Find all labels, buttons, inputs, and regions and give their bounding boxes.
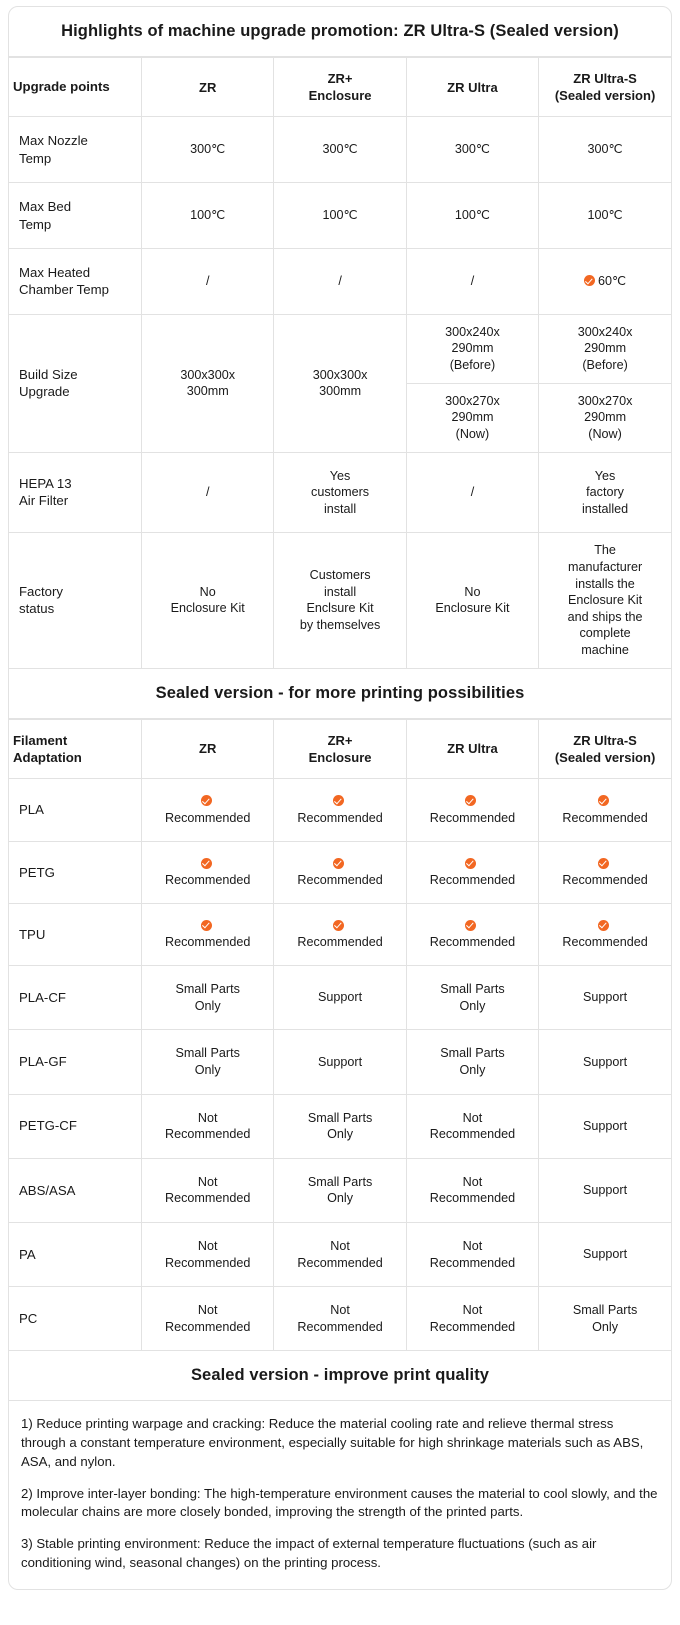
cell — [539, 903, 671, 965]
row-label: Factory status — [9, 533, 142, 668]
cell: 300℃ — [274, 117, 406, 183]
row-label: TPU — [9, 903, 142, 965]
table-row-max-chamber-temp — [9, 249, 671, 315]
cell: Not Recommended — [274, 1222, 406, 1286]
note-item: 2) Improve inter-layer bonding: The high-temperature environment causes the material to cool slowly, and the molecular chains are more closely bonded, improving the strength of the printed parts. — [21, 1485, 658, 1520]
table-header-row — [9, 58, 671, 117]
row-label: Max Bed Temp — [9, 183, 142, 249]
cell: Not Recommended — [142, 1287, 274, 1351]
header-cell-zr: ZR — [142, 719, 274, 779]
cell: Not Recommended — [406, 1094, 538, 1158]
check-icon — [465, 858, 476, 869]
cell — [406, 903, 538, 965]
table-row-pc — [9, 1287, 671, 1351]
check-icon — [201, 795, 212, 806]
cell: / — [142, 249, 274, 315]
table-row-max-nozzle-temp — [9, 117, 671, 183]
row-label: PC — [9, 1287, 142, 1351]
check-icon — [598, 920, 609, 931]
table-row-pla-cf — [9, 966, 671, 1030]
table-row-petg — [9, 841, 671, 903]
table-header-row — [9, 719, 671, 779]
cell — [142, 841, 274, 903]
cell: / — [274, 249, 406, 315]
section-title-upgrade: Highlights of machine upgrade promotion: ZR Ultra-S (Sealed version) — [61, 22, 619, 40]
cell: Not Recommended — [142, 1222, 274, 1286]
cell — [406, 779, 538, 841]
cell: Not Recommended — [142, 1158, 274, 1222]
cell-value: Recommended — [164, 934, 251, 949]
check-icon — [584, 275, 595, 286]
row-label: PETG-CF — [9, 1094, 142, 1158]
cell: Small Parts Only — [142, 1030, 274, 1094]
row-label: Build Size Upgrade — [9, 314, 142, 452]
cell: 300x240x 290mm (Before) — [406, 314, 538, 383]
row-label: ABS/ASA — [9, 1158, 142, 1222]
check-icon — [333, 920, 344, 931]
cell: 100℃ — [539, 183, 671, 249]
header-cell-zr-enclosure: ZR+ Enclosure — [274, 719, 406, 779]
header-cell-zr-ultra-s: ZR Ultra-S (Sealed version) — [539, 58, 671, 117]
promo-card — [8, 6, 672, 1590]
cell-value: 60℃ — [597, 274, 627, 289]
header-cell-filament-adaptation: Filament Adaptation — [9, 719, 142, 779]
cell — [274, 779, 406, 841]
cell-value: Recommended — [429, 810, 516, 825]
table-row-build-size-before — [9, 314, 671, 383]
row-label: Max Heated Chamber Temp — [9, 249, 142, 315]
cell: Small Parts Only — [142, 966, 274, 1030]
cell — [142, 779, 274, 841]
notes-section — [9, 1401, 671, 1588]
cell: 300℃ — [539, 117, 671, 183]
check-icon — [598, 858, 609, 869]
table-row-tpu — [9, 903, 671, 965]
cell: / — [142, 452, 274, 533]
check-icon — [465, 795, 476, 806]
cell: 300x270x 290mm (Now) — [539, 383, 671, 452]
cell: Yes customers install — [274, 452, 406, 533]
cell-value: Recommended — [164, 872, 251, 887]
cell: 100℃ — [406, 183, 538, 249]
row-label: Max Nozzle Temp — [9, 117, 142, 183]
check-icon — [465, 920, 476, 931]
header-cell-zr-ultra-s: ZR Ultra-S (Sealed version) — [539, 719, 671, 779]
table-row-hepa-filter — [9, 452, 671, 533]
cell-value: Recommended — [562, 810, 648, 825]
cell: Customers install Enclsure Kit by themselves — [274, 533, 406, 668]
section-title-print-quality: Sealed version - improve print quality — [190, 1366, 490, 1385]
check-icon — [598, 795, 609, 806]
row-label: PA — [9, 1222, 142, 1286]
cell — [539, 841, 671, 903]
cell-chamber-temp — [539, 249, 671, 315]
cell — [142, 903, 274, 965]
header-cell-zr-ultra: ZR Ultra — [406, 719, 538, 779]
cell: Small Parts Only — [274, 1094, 406, 1158]
cell: Small Parts Only — [274, 1158, 406, 1222]
cell: Not Recommended — [406, 1222, 538, 1286]
cell: Small Parts Only — [539, 1287, 671, 1351]
table-row-max-bed-temp — [9, 183, 671, 249]
cell: Not Recommended — [274, 1287, 406, 1351]
row-label: PETG — [9, 841, 142, 903]
cell-value: Recommended — [297, 934, 383, 949]
cell: Support — [539, 1158, 671, 1222]
row-label: PLA-GF — [9, 1030, 142, 1094]
check-icon — [333, 858, 344, 869]
cell — [274, 903, 406, 965]
table-row-pla-gf — [9, 1030, 671, 1094]
table-row-pla — [9, 779, 671, 841]
header-cell-zr-ultra: ZR Ultra — [406, 58, 538, 117]
cell: 100℃ — [142, 183, 274, 249]
cell: Support — [539, 966, 671, 1030]
cell: 300℃ — [142, 117, 274, 183]
cell: 300x270x 290mm (Now) — [406, 383, 538, 452]
cell: Not Recommended — [406, 1158, 538, 1222]
note-item: 3) Stable printing environment: Reduce the impact of external temperature fluctuations (such as air conditioning wind, seasonal changes) on the printing process. — [21, 1536, 597, 1570]
cell — [539, 779, 671, 841]
cell-value: Recommended — [562, 934, 648, 949]
cell: Not Recommended — [142, 1094, 274, 1158]
cell: No Enclosure Kit — [142, 533, 274, 668]
cell: Support — [539, 1030, 671, 1094]
cell: / — [406, 249, 538, 315]
cell: / — [406, 452, 538, 533]
table-row-petg-cf — [9, 1094, 671, 1158]
cell: Not Recommended — [406, 1287, 538, 1351]
cell-value: Recommended — [429, 872, 516, 887]
filament-table — [9, 719, 671, 1351]
cell: Yes factory installed — [539, 452, 671, 533]
cell: 300x300x 300mm — [274, 314, 406, 452]
check-icon — [201, 858, 212, 869]
check-icon — [201, 920, 212, 931]
header-cell-zr-enclosure: ZR+ Enclosure — [274, 58, 406, 117]
cell: Small Parts Only — [406, 1030, 538, 1094]
table-row-abs-asa — [9, 1158, 671, 1222]
cell — [406, 841, 538, 903]
check-icon — [333, 795, 344, 806]
row-label: PLA-CF — [9, 966, 142, 1030]
header-cell-upgrade-points: Upgrade points — [9, 58, 142, 117]
cell: No Enclosure Kit — [406, 533, 538, 668]
cell: 300x240x 290mm (Before) — [539, 314, 671, 383]
cell-value: Recommended — [164, 810, 251, 825]
cell: 100℃ — [274, 183, 406, 249]
cell-value: Recommended — [297, 810, 383, 825]
cell: Small Parts Only — [406, 966, 538, 1030]
cell: The manufacturer installs the Enclosure Kit and ships the complete machine — [539, 533, 671, 668]
table-row-pa — [9, 1222, 671, 1286]
row-label: HEPA 13 Air Filter — [9, 452, 142, 533]
cell-value: Recommended — [562, 872, 648, 887]
upgrade-table — [9, 57, 671, 668]
section-title-filament: Sealed version - for more printing possibilities — [155, 683, 525, 702]
cell: Support — [274, 1030, 406, 1094]
note-item: 1) Reduce printing warpage and cracking: Reduce the material cooling rate and relieve thermal stress through a constant temperature environment, especially suitable for high shrinkage materials such as ABS, ASA, and nylon. — [21, 1416, 644, 1469]
row-label: PLA — [9, 779, 142, 841]
cell: Support — [274, 966, 406, 1030]
cell-value: Recommended — [297, 872, 383, 887]
cell-value: Recommended — [429, 934, 516, 949]
cell: 300x300x 300mm — [142, 314, 274, 452]
table-row-factory-status — [9, 533, 671, 668]
header-cell-zr: ZR — [142, 58, 274, 117]
cell: 300℃ — [406, 117, 538, 183]
cell: Support — [539, 1094, 671, 1158]
cell — [274, 841, 406, 903]
cell: Support — [539, 1222, 671, 1286]
